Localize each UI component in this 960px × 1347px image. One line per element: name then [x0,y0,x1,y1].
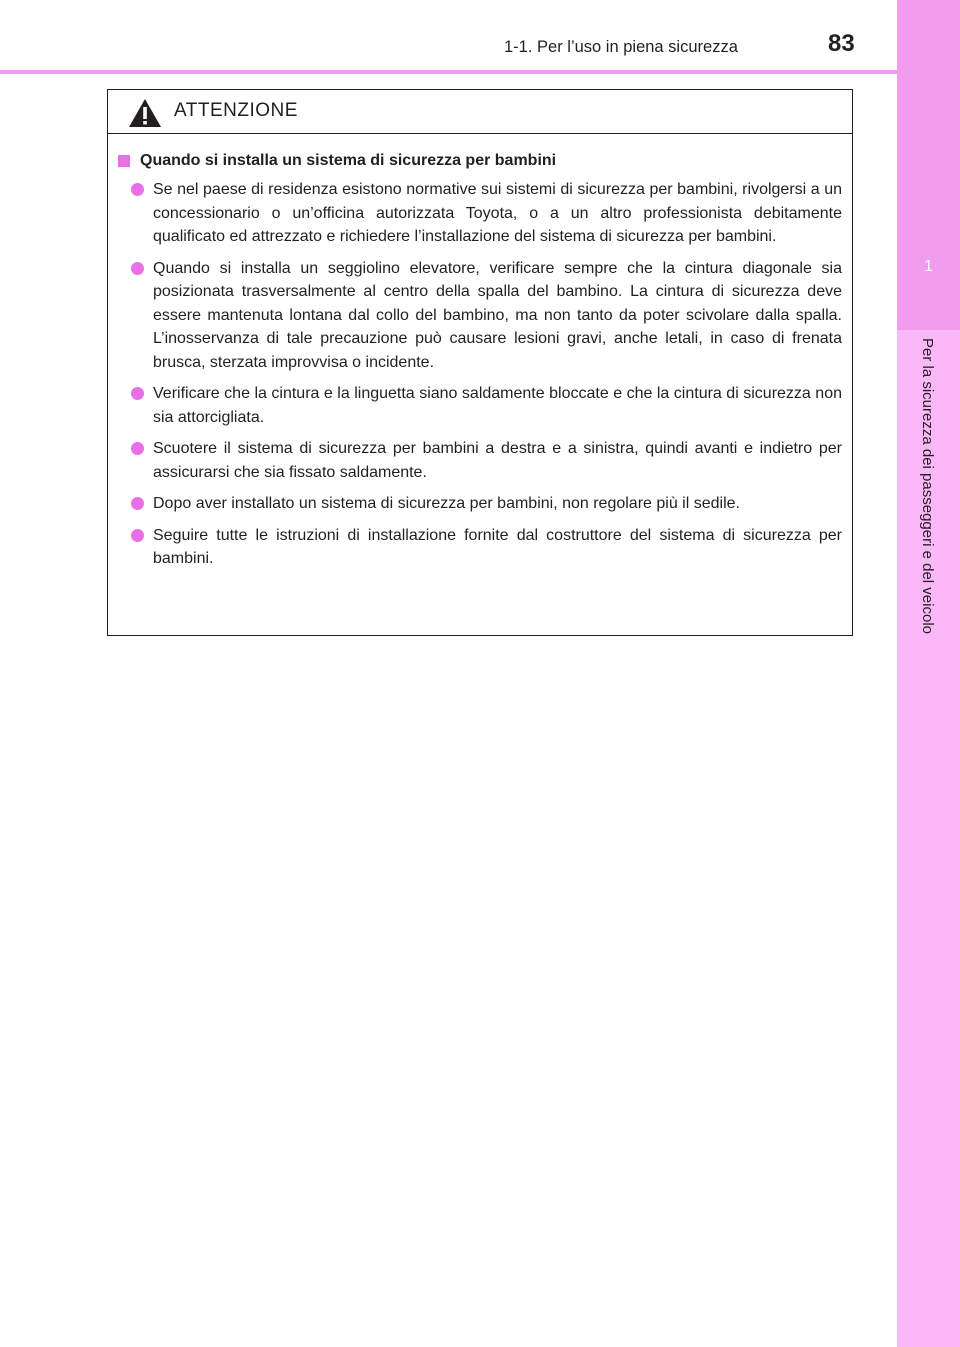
list-item [118,437,842,484]
list-item-text: Quando si installa un seggiolino elevatore, verificare sempre che la cintura diagonale sia posizionata trasversalmente al centro della spalla del bambino. La cintura di sicurezza deve essere mantenuta lontana dal collo del bambino, ma non tanto da poter scivolare dalla spalla. L’inosservanza di tale precauzione può causare lesioni gravi, anche letali, in caso di frenata brusca, sterzata improvvisa o incidente. [153,259,842,371]
chapter-title-container [907,338,947,698]
warning-header [108,90,852,134]
circle-bullet-icon [131,262,144,275]
section-heading-text: Quando si installa un sistema di sicurezza per bambini [140,152,557,169]
page-number: 83 [828,30,855,57]
list-item [118,524,842,571]
circle-bullet-icon [131,387,144,400]
list-item [118,382,842,429]
list-item-text: Se nel paese di residenza esistono normative sui sistemi di sicurezza per bambini, rivolgersi a un concessionario o un’officina autorizzata Toyota, o a un altro professionista debitamente qualificato ed attrezzato e richiedere l’installazione del sistema di sicurezza per bambini. [153,181,842,245]
circle-bullet-icon [131,442,144,455]
warning-title: ATTENZIONE [174,100,298,121]
circle-bullet-icon [131,183,144,196]
header-rule [0,70,897,74]
section-heading [118,150,842,172]
warning-box [107,89,853,636]
list-item [118,492,842,516]
section-header-title: 1-1. Per l’uso in piena sicurezza [504,38,738,56]
warning-body [108,134,852,571]
list-item [118,257,842,375]
side-chapter-tab [897,0,960,1347]
list-item-text: Seguire tutte le istruzioni di installazione fornite dal costruttore del sistema di sicurezza per bambini. [153,526,842,567]
circle-bullet-icon [131,529,144,542]
chapter-number: 1 [897,0,960,330]
square-bullet-icon [118,155,130,167]
list-item-text: Dopo aver installato un sistema di sicurezza per bambini, non regolare più il sedile. [153,495,740,512]
warning-triangle-icon [128,98,162,128]
circle-bullet-icon [131,497,144,510]
list-item [118,178,842,249]
chapter-title: Per la sicurezza dei passeggeri e del veicolo [919,338,936,634]
list-item-text: Scuotere il sistema di sicurezza per bambini a destra e a sinistra, quindi avanti e indietro per assicurarsi che sia fissato saldamente. [153,440,842,481]
list-item-text: Verificare che la cintura e la linguetta siano saldamente bloccate e che la cintura di sicurezza non sia attorcigliata. [153,385,842,426]
